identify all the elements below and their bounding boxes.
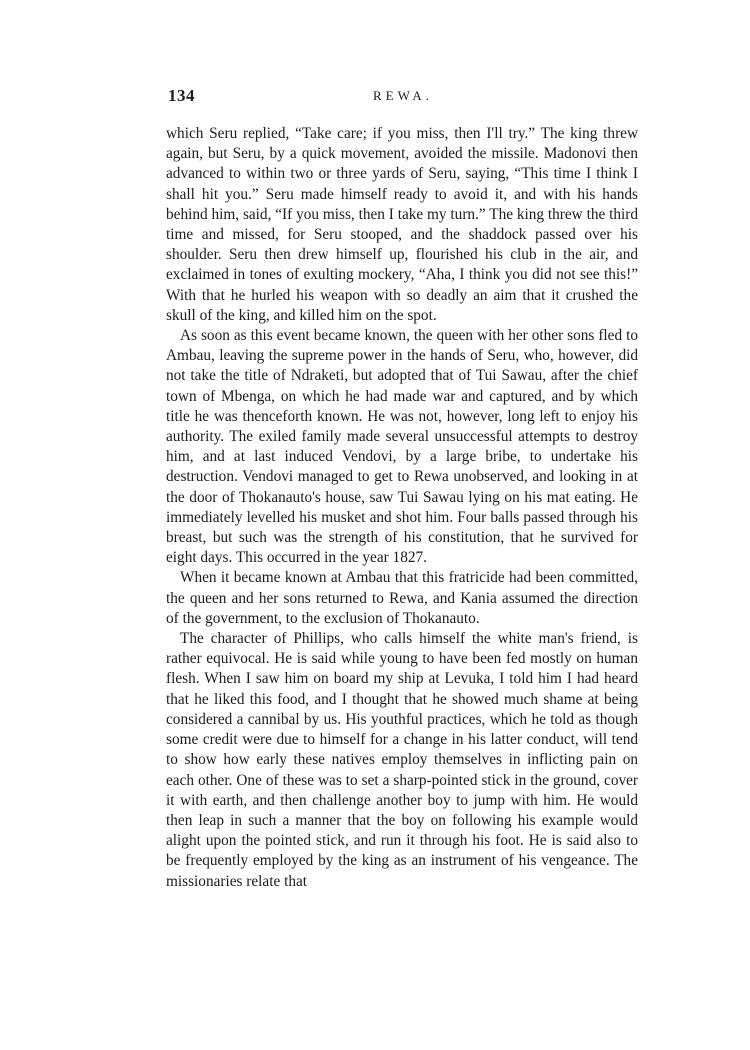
paragraph-continued: which Seru replied, “Take care; if you miss, then I'll try.” The king threw again, but Seru, by a quick movement, avoided the missile. Madonovi then advanced to within two or three yards of Seru, saying, “This time I think I shall hit you.” Seru made himself ready to avoid it, and with his hands behind him, said, “If you miss, then I take my turn.” The king threw the third time and missed, for Seru stooped, and the shaddock passed over his shoulder. Seru then drew himself up, flourished his club in the air, and exclaimed in tones of exulting mockery, “Aha, I think you did not see this!” With that he hurled his weapon with so deadly an aim that it crushed the skull of the king, and killed him on the spot. — [166, 125, 638, 324]
body-text — [166, 124, 638, 892]
page-header — [168, 86, 638, 108]
running-head: REWA. — [372, 88, 434, 103]
paragraph: The character of Phillips, who calls himself the white man's friend, is rather equivocal. He is said while young to have been fed mostly on human flesh. When I saw him on board my ship at Levuka, I told him I had heard that he liked this food, and I thought that he showed much shame at being considered a cannibal by us. His youthful practices, which he told as though some credit were due to himself for a change in his latter conduct, will tend to show how early these natives employ themselves in inflicting pain on each other. One of these was to set a sharp-pointed stick in the ground, cover it with earth, and then challenge another boy to jump with him. He would then leap in such a manner that the boy on following his example would alight upon the pointed stick, and run it through his foot. He is said also to be frequently employed by the king as an instrument of his vengeance. The missionaries relate that — [166, 630, 638, 890]
page-number: 134 — [168, 86, 195, 105]
paragraph: As soon as this event became known, the queen with her other sons fled to Ambau, leaving the supreme power in the hands of Seru, who, however, did not take the title of Ndraketi, but adopted that of Tui Sawau, after the chief town of Mbenga, on which he had made war and captured, and by which title he was thenceforth known. He was not, however, long left to enjoy his authority. The exiled family made several unsuccessful attempts to destroy him, and at last induced Vendovi, by a large bribe, to undertake his destruction. Vendovi managed to get to Rewa unobserved, and looking in at the door of Thokanauto's house, saw Tui Sawau lying on his mat eating. He immediately levelled his musket and shot him. Four balls passed through his breast, but such was the strength of his constitution, that he survived for eight days. This occurred in the year 1827. — [166, 327, 638, 567]
paragraph: When it became known at Ambau that this fratricide had been committed, the queen and her sons returned to Rewa, and Kania assumed the direction of the government, to the exclusion of Thokanauto. — [166, 569, 638, 627]
